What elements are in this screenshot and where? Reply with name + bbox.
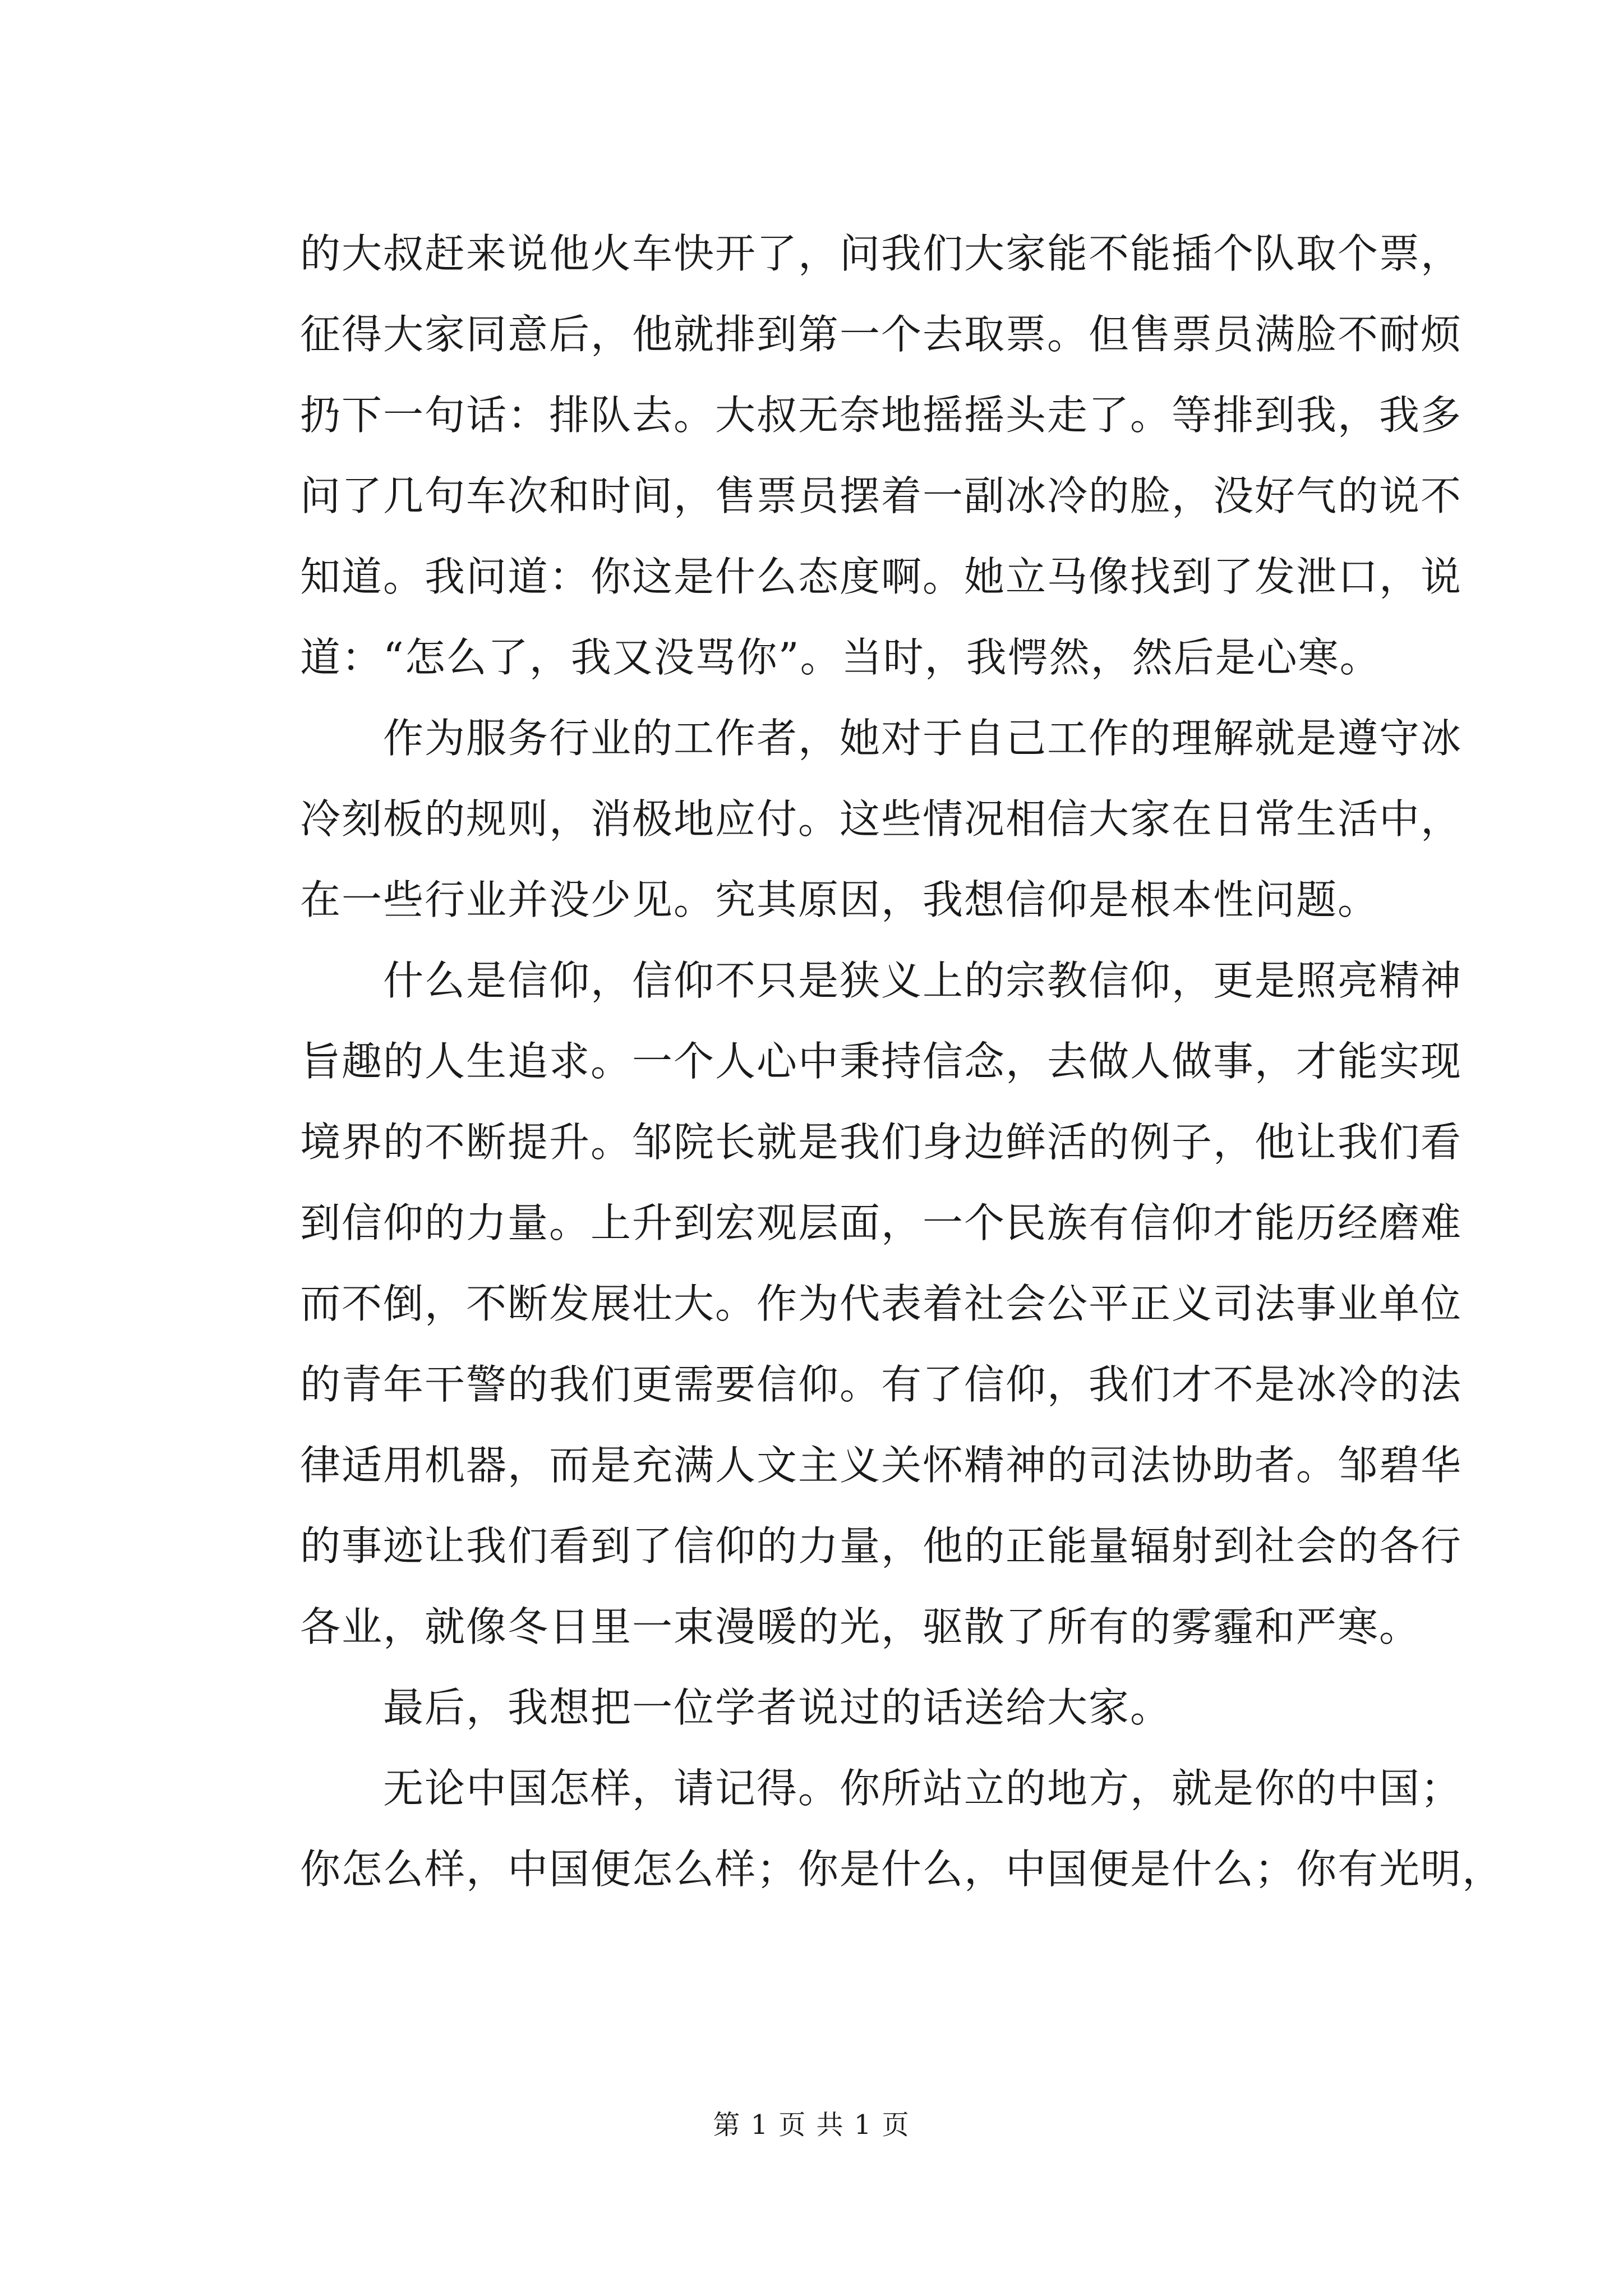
text-line: 的大叔赶来说他火车快开了，问我们大家能不能插个队取个票，	[300, 230, 1463, 277]
text-line: 到信仰的力量。上升到宏观层面，一个民族有信仰才能历经磨难	[300, 1199, 1463, 1246]
text-line: 你怎么样，中国便怎么样；你是什么，中国便是什么；你有光明，	[300, 1846, 1504, 1893]
paragraph-first-line: 作为服务行业的工作者，她对于自己工作的理解就是遵守冰	[383, 715, 1463, 762]
paragraph-first-line: 最后，我想把一位学者说过的话送给大家。	[383, 1684, 1172, 1731]
body-text	[300, 213, 1504, 1910]
text-line: 征得大家同意后，他就排到第一个去取票。但售票员满脸不耐烦	[300, 311, 1463, 358]
page-number-footer: 第 1 页 共 1 页	[713, 2109, 910, 2141]
text-line: 而不倒，不断发展壮大。作为代表着社会公平正义司法事业单位	[300, 1280, 1463, 1327]
text-line: 知道。我问道：你这是什么态度啊。她立马像找到了发泄口，说	[300, 553, 1463, 600]
text-line: 旨趣的人生追求。一个人心中秉持信念，去做人做事，才能实现	[300, 1038, 1463, 1085]
text-line: 的事迹让我们看到了信仰的力量，他的正能量辐射到社会的各行	[300, 1522, 1463, 1570]
paragraph-first-line: 无论中国怎样，请记得。你所站立的地方，就是你的中国；	[383, 1765, 1463, 1812]
paragraph-first-line: 什么是信仰，信仰不只是狭义上的宗教信仰，更是照亮精神	[383, 957, 1463, 1004]
text-line: 扔下一句话：排队去。大叔无奈地摇摇头走了。等排到我，我多	[300, 392, 1463, 439]
text-line: 问了几句车次和时间，售票员摆着一副冰冷的脸，没好气的说不	[300, 472, 1463, 519]
text-line: 的青年干警的我们更需要信仰。有了信仰，我们才不是冰冷的法	[300, 1361, 1463, 1408]
text-line: 在一些行业并没少见。究其原因，我想信仰是根本性问题。	[300, 876, 1380, 923]
text-line: 冷刻板的规则，消极地应付。这些情况相信大家在日常生活中，	[300, 795, 1463, 843]
text-line: 道：“怎么了，我又没骂你”。当时，我愕然，然后是心寒。	[300, 634, 1381, 681]
text-line: 境界的不断提升。邹院长就是我们身边鲜活的例子，他让我们看	[300, 1119, 1463, 1166]
text-line: 律适用机器，而是充满人文主义关怀精神的司法协助者。邹碧华	[300, 1442, 1463, 1489]
text-line: 各业，就像冬日里一束漫暖的光，驱散了所有的雾霾和严寒。	[300, 1603, 1421, 1650]
